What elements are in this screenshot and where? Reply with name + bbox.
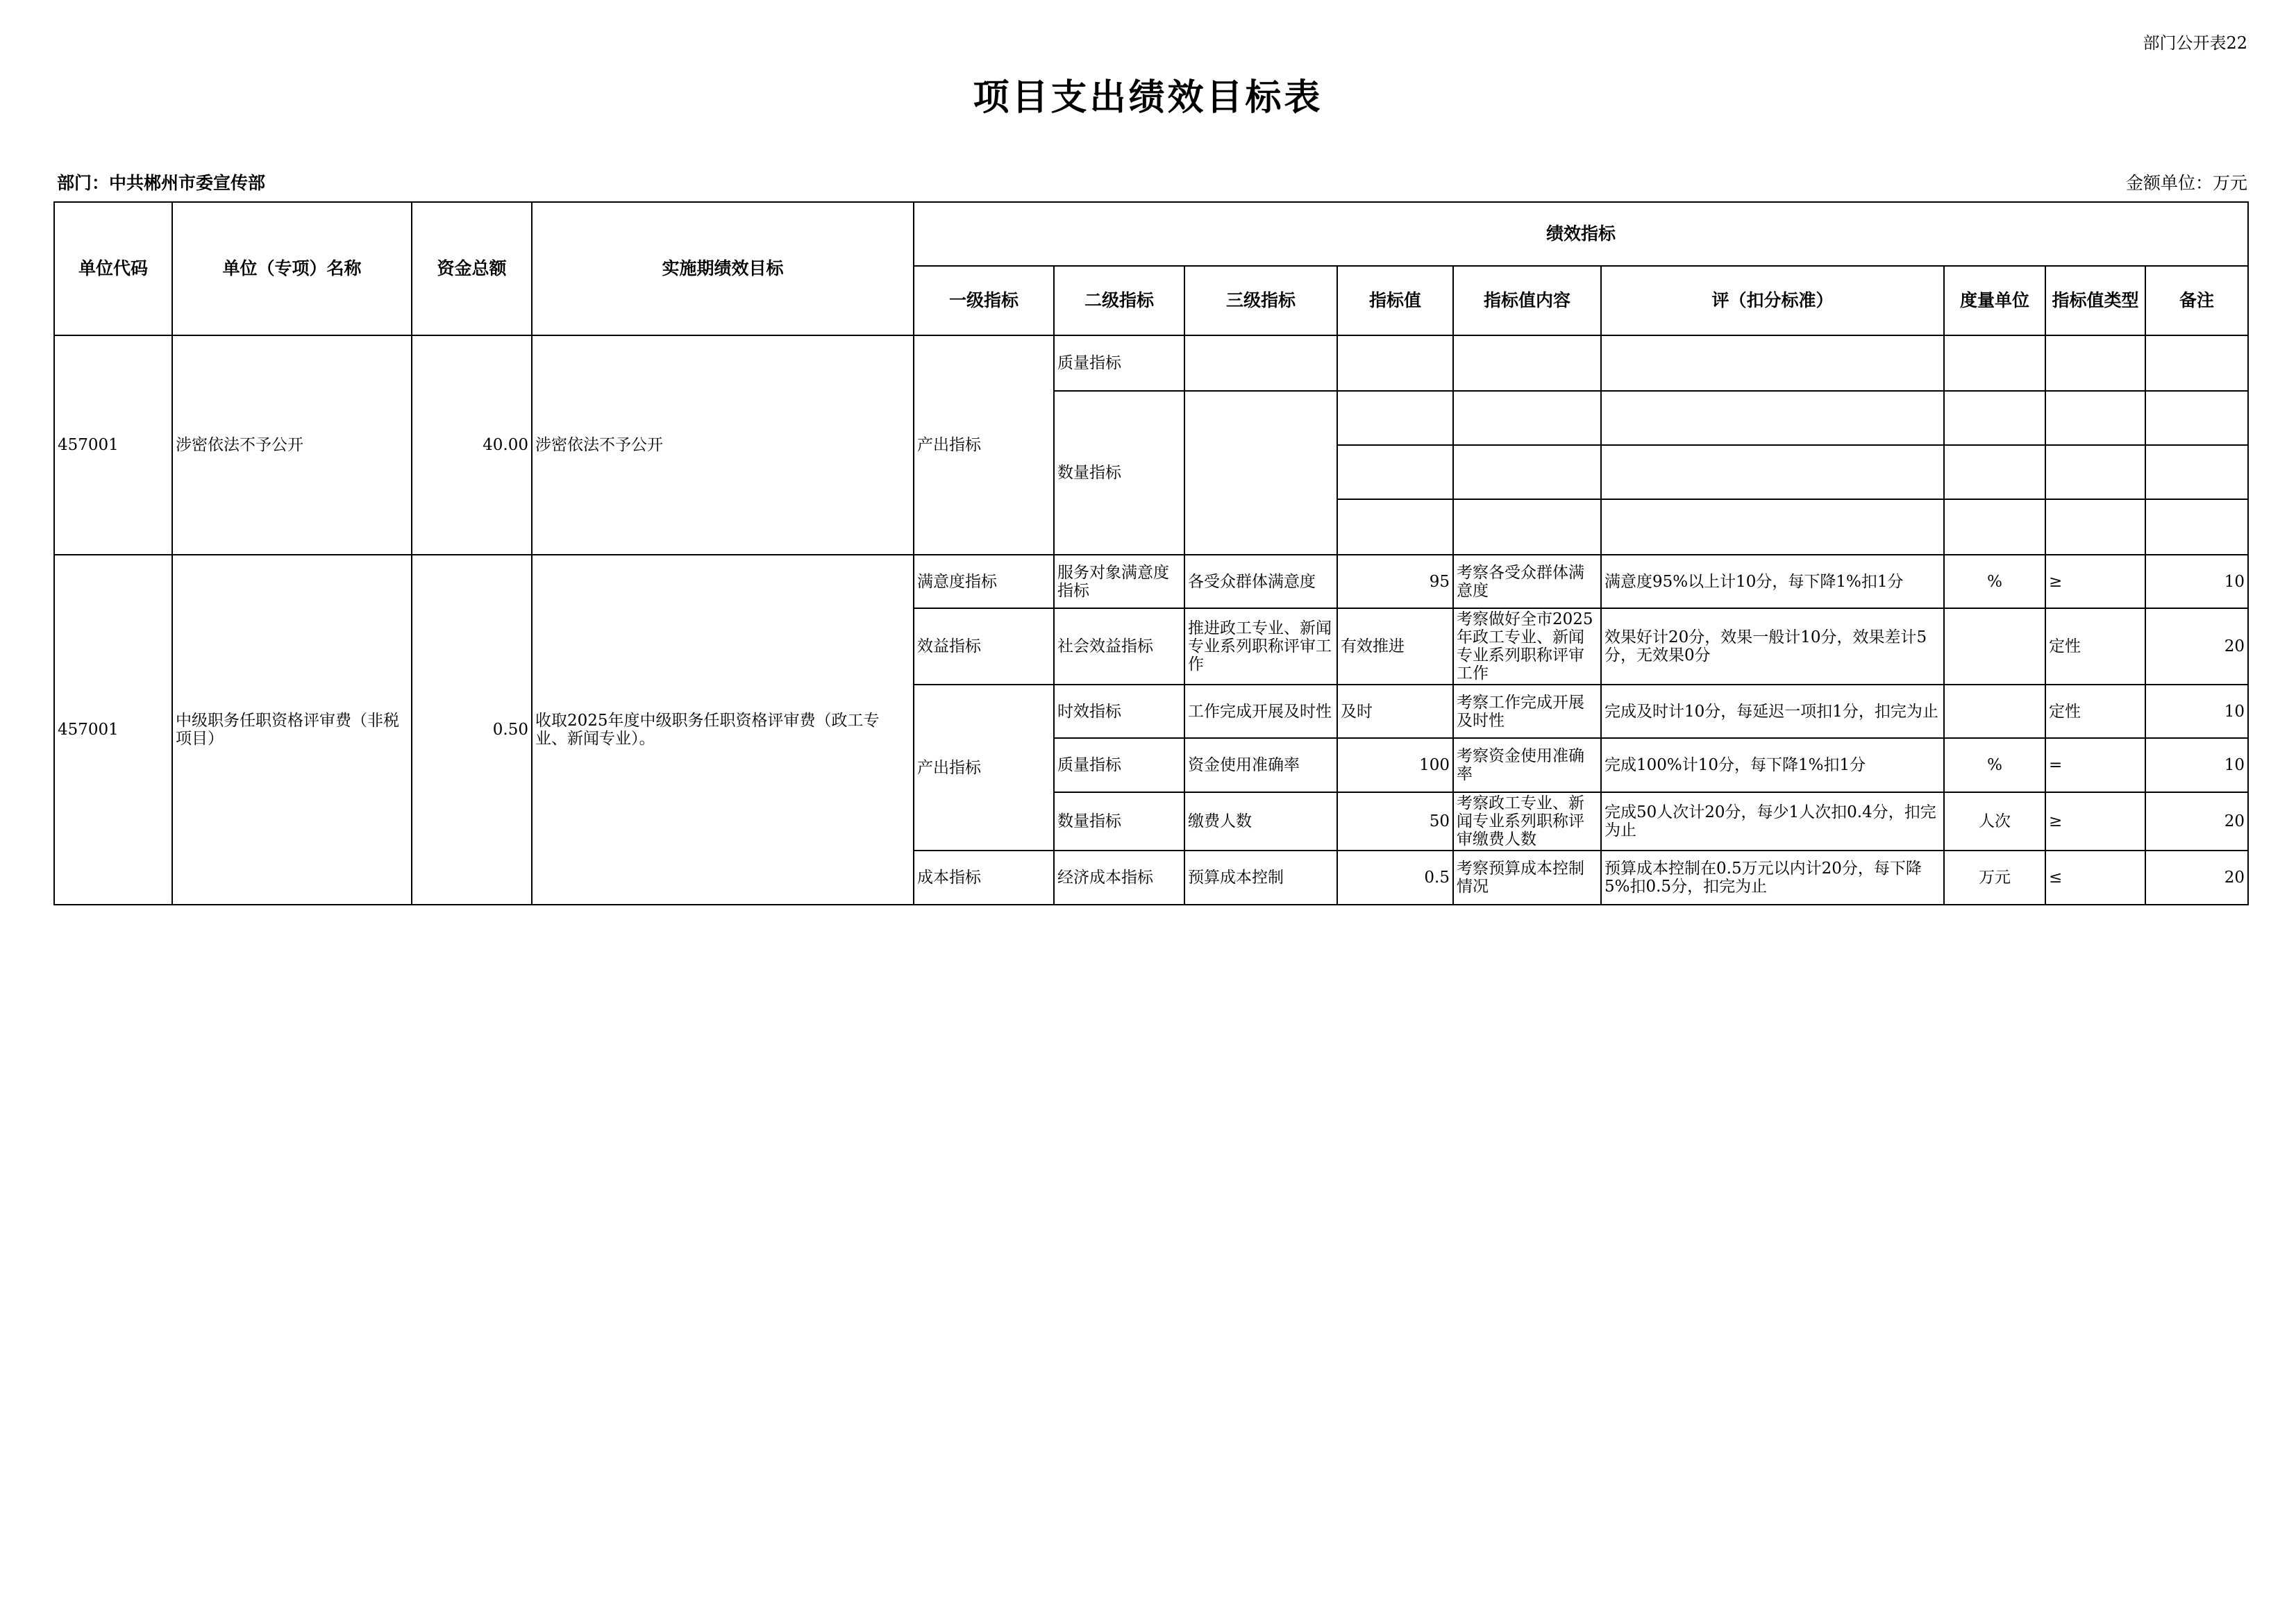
p2-remark: 10	[2145, 685, 2248, 738]
header-remark: 备注	[2145, 266, 2248, 335]
p2-value: 100	[1337, 738, 1453, 792]
empty-cell	[1337, 335, 1453, 391]
table-row	[54, 335, 2248, 391]
header-scoring: 评（扣分标准）	[1601, 266, 1944, 335]
amount-unit-label: 金额单位：万元	[2125, 173, 2247, 193]
empty-cell	[1944, 445, 2045, 499]
p2-level2: 数量指标	[1054, 792, 1184, 851]
empty-cell	[1337, 391, 1453, 445]
empty-cell	[2145, 391, 2248, 445]
empty-cell	[1601, 391, 1944, 445]
p1-goal: 涉密依法不予公开	[532, 335, 914, 555]
p2-content: 考察各受众群体满意度	[1453, 555, 1601, 608]
form-number: 部门公开表22	[2143, 33, 2247, 53]
empty-cell	[1453, 335, 1601, 391]
p2-content: 考察预算成本控制情况	[1453, 851, 1601, 905]
p2-level3: 推进政工专业、新闻专业系列职称评审工作	[1184, 608, 1337, 685]
header-measure-unit: 度量单位	[1944, 266, 2045, 335]
p2-scoring: 完成50人次计20分，每少1人次扣0.4分，扣完为止	[1601, 792, 1944, 851]
p2-level1: 产出指标	[914, 685, 1054, 851]
p2-value: 95	[1337, 555, 1453, 608]
p2-unit: 人次	[1944, 792, 2045, 851]
p2-level3: 预算成本控制	[1184, 851, 1337, 905]
empty-cell	[1944, 335, 2045, 391]
p2-level2: 时效指标	[1054, 685, 1184, 738]
p2-value: 及时	[1337, 685, 1453, 738]
p2-amount: 0.50	[412, 555, 532, 905]
p2-type: ≥	[2045, 555, 2145, 608]
header-value-content: 指标值内容	[1453, 266, 1601, 335]
header-unit-name: 单位（专项）名称	[172, 202, 412, 335]
header-row-1	[54, 202, 2248, 266]
page-title: 项目支出绩效目标表	[973, 77, 1323, 119]
header-period-goal: 实施期绩效目标	[532, 202, 914, 335]
header-total-funds: 资金总额	[412, 202, 532, 335]
header-level3: 三级指标	[1184, 266, 1337, 335]
p2-remark: 10	[2145, 738, 2248, 792]
p2-unit: %	[1944, 555, 2045, 608]
p2-level2: 经济成本指标	[1054, 851, 1184, 905]
empty-cell	[1184, 335, 1337, 391]
empty-cell	[2045, 499, 2145, 555]
p1-quality: 质量指标	[1054, 335, 1184, 391]
empty-cell	[2045, 445, 2145, 499]
performance-table	[53, 201, 2249, 905]
p2-unit	[1944, 608, 2045, 685]
p2-unit: 万元	[1944, 851, 2045, 905]
p2-level1: 满意度指标	[914, 555, 1054, 608]
p2-level2: 社会效益指标	[1054, 608, 1184, 685]
empty-cell	[1453, 445, 1601, 499]
p2-type: ≤	[2045, 851, 2145, 905]
header-value-type: 指标值类型	[2045, 266, 2145, 335]
empty-cell	[1337, 499, 1453, 555]
p2-type: 定性	[2045, 685, 2145, 738]
empty-cell	[2145, 335, 2248, 391]
empty-cell	[1944, 499, 2045, 555]
p1-name: 涉密依法不予公开	[172, 335, 412, 555]
p2-remark: 20	[2145, 792, 2248, 851]
p2-unit: %	[1944, 738, 2045, 792]
p2-name: 中级职务任职资格评审费（非税项目）	[172, 555, 412, 905]
department-label: 部门：中共郴州市委宣传部	[57, 173, 266, 193]
p2-remark: 10	[2145, 555, 2248, 608]
p2-scoring: 效果好计20分，效果一般计10分，效果差计5分，无效果0分	[1601, 608, 1944, 685]
empty-cell	[2145, 445, 2248, 499]
p2-content: 考察工作完成开展及时性	[1453, 685, 1601, 738]
header-level1: 一级指标	[914, 266, 1054, 335]
p2-level3: 工作完成开展及时性	[1184, 685, 1337, 738]
p2-level3: 资金使用准确率	[1184, 738, 1337, 792]
p2-code: 457001	[54, 555, 172, 905]
empty-cell	[1184, 391, 1337, 555]
empty-cell	[1944, 391, 2045, 445]
p2-scoring: 满意度95%以上计10分，每下降1%扣1分	[1601, 555, 1944, 608]
p2-value: 50	[1337, 792, 1453, 851]
p1-code: 457001	[54, 335, 172, 555]
header-value: 指标值	[1337, 266, 1453, 335]
p2-level3: 缴费人数	[1184, 792, 1337, 851]
p1-quantity: 数量指标	[1054, 391, 1184, 555]
empty-cell	[2045, 391, 2145, 445]
empty-cell	[1601, 335, 1944, 391]
empty-cell	[1601, 499, 1944, 555]
p2-level1: 效益指标	[914, 608, 1054, 685]
p2-remark: 20	[2145, 851, 2248, 905]
p2-remark: 20	[2145, 608, 2248, 685]
p1-amount: 40.00	[412, 335, 532, 555]
empty-cell	[2145, 499, 2248, 555]
p2-level2: 服务对象满意度指标	[1054, 555, 1184, 608]
empty-cell	[1453, 391, 1601, 445]
p2-scoring: 完成及时计10分，每延迟一项扣1分，扣完为止	[1601, 685, 1944, 738]
p2-level2: 质量指标	[1054, 738, 1184, 792]
p2-type: =	[2045, 738, 2145, 792]
empty-cell	[2045, 335, 2145, 391]
p2-value: 0.5	[1337, 851, 1453, 905]
p2-level3: 各受众群体满意度	[1184, 555, 1337, 608]
p2-goal: 收取2025年度中级职务任职资格评审费（政工专业、新闻专业）。	[532, 555, 914, 905]
p2-type: 定性	[2045, 608, 2145, 685]
p2-content: 考察政工专业、新闻专业系列职称评审缴费人数	[1453, 792, 1601, 851]
header-unit-code: 单位代码	[54, 202, 172, 335]
p2-type: ≥	[2045, 792, 2145, 851]
p1-level1: 产出指标	[914, 335, 1054, 555]
empty-cell	[1601, 445, 1944, 499]
p2-scoring: 预算成本控制在0.5万元以内计20分，每下降5%扣0.5分，扣完为止	[1601, 851, 1944, 905]
p2-value: 有效推进	[1337, 608, 1453, 685]
p2-level1: 成本指标	[914, 851, 1054, 905]
header-level2: 二级指标	[1054, 266, 1184, 335]
empty-cell	[1453, 499, 1601, 555]
p2-content: 考察做好全市2025年政工专业、新闻专业系列职称评审工作	[1453, 608, 1601, 685]
table-row	[54, 555, 2248, 608]
empty-cell	[1337, 445, 1453, 499]
p2-unit	[1944, 685, 2045, 738]
p2-scoring: 完成100%计10分，每下降1%扣1分	[1601, 738, 1944, 792]
header-perf-indicators: 绩效指标	[914, 202, 2248, 266]
p2-content: 考察资金使用准确率	[1453, 738, 1601, 792]
